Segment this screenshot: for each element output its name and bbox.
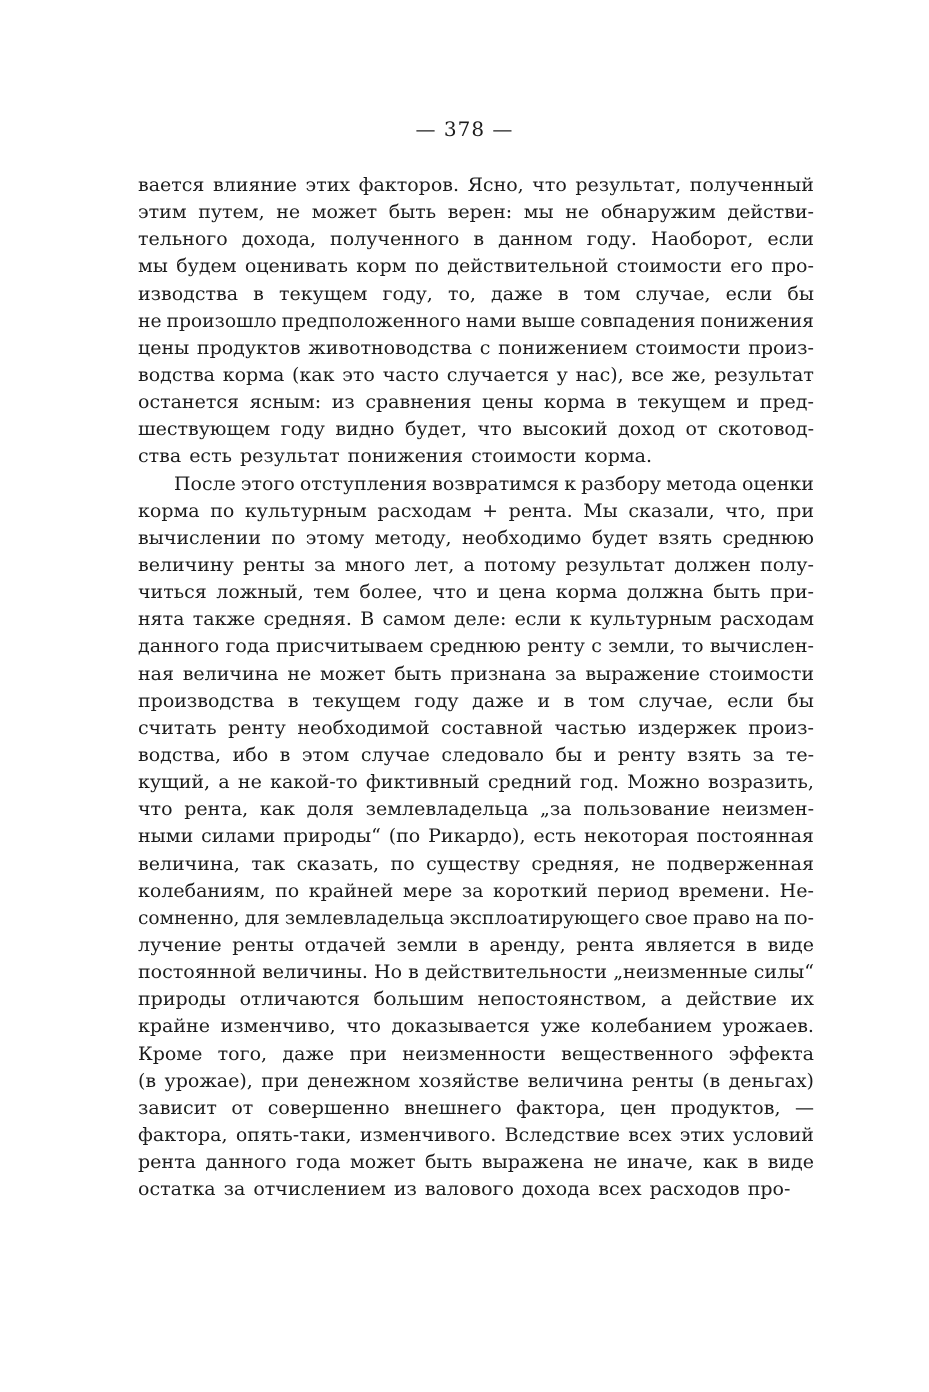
text-line: ными силами природы“ (по Рикардо), есть некоторая постоянная: [138, 825, 814, 848]
text-line: зависит от совершенно внешнего фактора, цен продуктов, —: [138, 1096, 814, 1119]
text-line: данного года присчитываем среднюю ренту с земли, то вычислен-: [138, 635, 814, 658]
text-line: крайне изменчиво, что доказывается уже колебанием урожаев.: [138, 1015, 814, 1038]
text-line: читься ложный, тем более, что и цена корма должна быть при-: [138, 581, 814, 604]
text-line: мы будем оценивать корм по действительной стоимости его про-: [138, 255, 814, 278]
text-line: изводства в текущем году, то, даже в том случае, если бы: [138, 282, 814, 305]
text-line: величина, так сказать, по существу средняя, не подверженная: [138, 852, 814, 875]
text-line: водства, ибо в этом случае следовало бы и ренту взять за те-: [138, 743, 814, 766]
body-text: [138, 172, 814, 1203]
text-line: (в урожае), при денежном хозяйстве величина ренты (в деньгах): [138, 1069, 814, 1092]
text-line: рента данного года может быть выражена не иначе, как в виде: [138, 1151, 814, 1174]
text-line: вычислении по этому методу, необходимо будет взять среднюю: [138, 526, 814, 549]
text-line: тельного дохода, полученного в данном году. Наоборот, если: [138, 228, 814, 251]
text-line: вается влияние этих факторов. Ясно, что результат, полученный: [138, 174, 814, 196]
text-line: водства корма (как это часто случается у нас), все же, результат: [138, 363, 814, 386]
paragraph: [138, 471, 814, 1204]
text-line: шествующем году видно будет, что высокий доход от скотовод-: [138, 418, 814, 441]
text-line: останется ясным: из сравнения цены корма в текущем и пред-: [138, 391, 814, 414]
text-line: этим путем, не может быть верен: мы не обнаружим действи-: [138, 201, 814, 224]
text-line: ная величина не может быть признана за выражение стоимости: [138, 662, 814, 685]
text-line: не произошло предположенного нами выше совпадения понижения: [138, 310, 814, 332]
text-line: Кроме того, даже при неизменности вещественного эффекта: [138, 1042, 814, 1065]
text-line: производства в текущем году даже и в том случае, если бы: [138, 689, 814, 712]
text-line: После этого отступления возвратимся к разбору метода оценки: [174, 472, 814, 495]
text-line: корма по культурным расходам + рента. Мы сказали, что, при: [138, 499, 814, 522]
text-line: величину ренты за много лет, а потому результат должен полу-: [138, 553, 814, 576]
text-line: сомненно, для землевладельца эксплоатирующего свое право на по-: [138, 907, 814, 929]
paragraph: [138, 172, 814, 471]
text-line: природы отличаются большим непостоянством, а действие их: [138, 988, 814, 1011]
text-line: ства есть результат понижения стоимости корма.: [138, 445, 653, 468]
text-line: нята также средняя. В самом деле: если к культурным расходам: [138, 608, 814, 631]
text-line: лучение ренты отдачей земли в аренду, рента является в виде: [138, 933, 814, 956]
text-line: считать ренту необходимой составной частью издержек произ-: [138, 716, 814, 739]
text-line: фактора, опять-таки, изменчивого. Вследствие всех этих условий: [138, 1123, 814, 1146]
text-line: что рента, как доля землевладельца „за пользование неизмен-: [138, 798, 814, 821]
text-line: кущий, а не какой-то фиктивный средний год. Можно возразить,: [138, 771, 814, 794]
text-line: колебаниям, по крайней мере за короткий период времени. Не-: [138, 879, 814, 902]
text-line: цены продуктов животноводства с понижением стоимости произ-: [138, 336, 814, 359]
page-number: — 378 —: [415, 117, 514, 141]
text-line: постоянной величины. Но в действительности „неизменные силы“: [138, 961, 814, 984]
text-line: остатка за отчислением из валового дохода всех расходов про-: [138, 1178, 791, 1201]
